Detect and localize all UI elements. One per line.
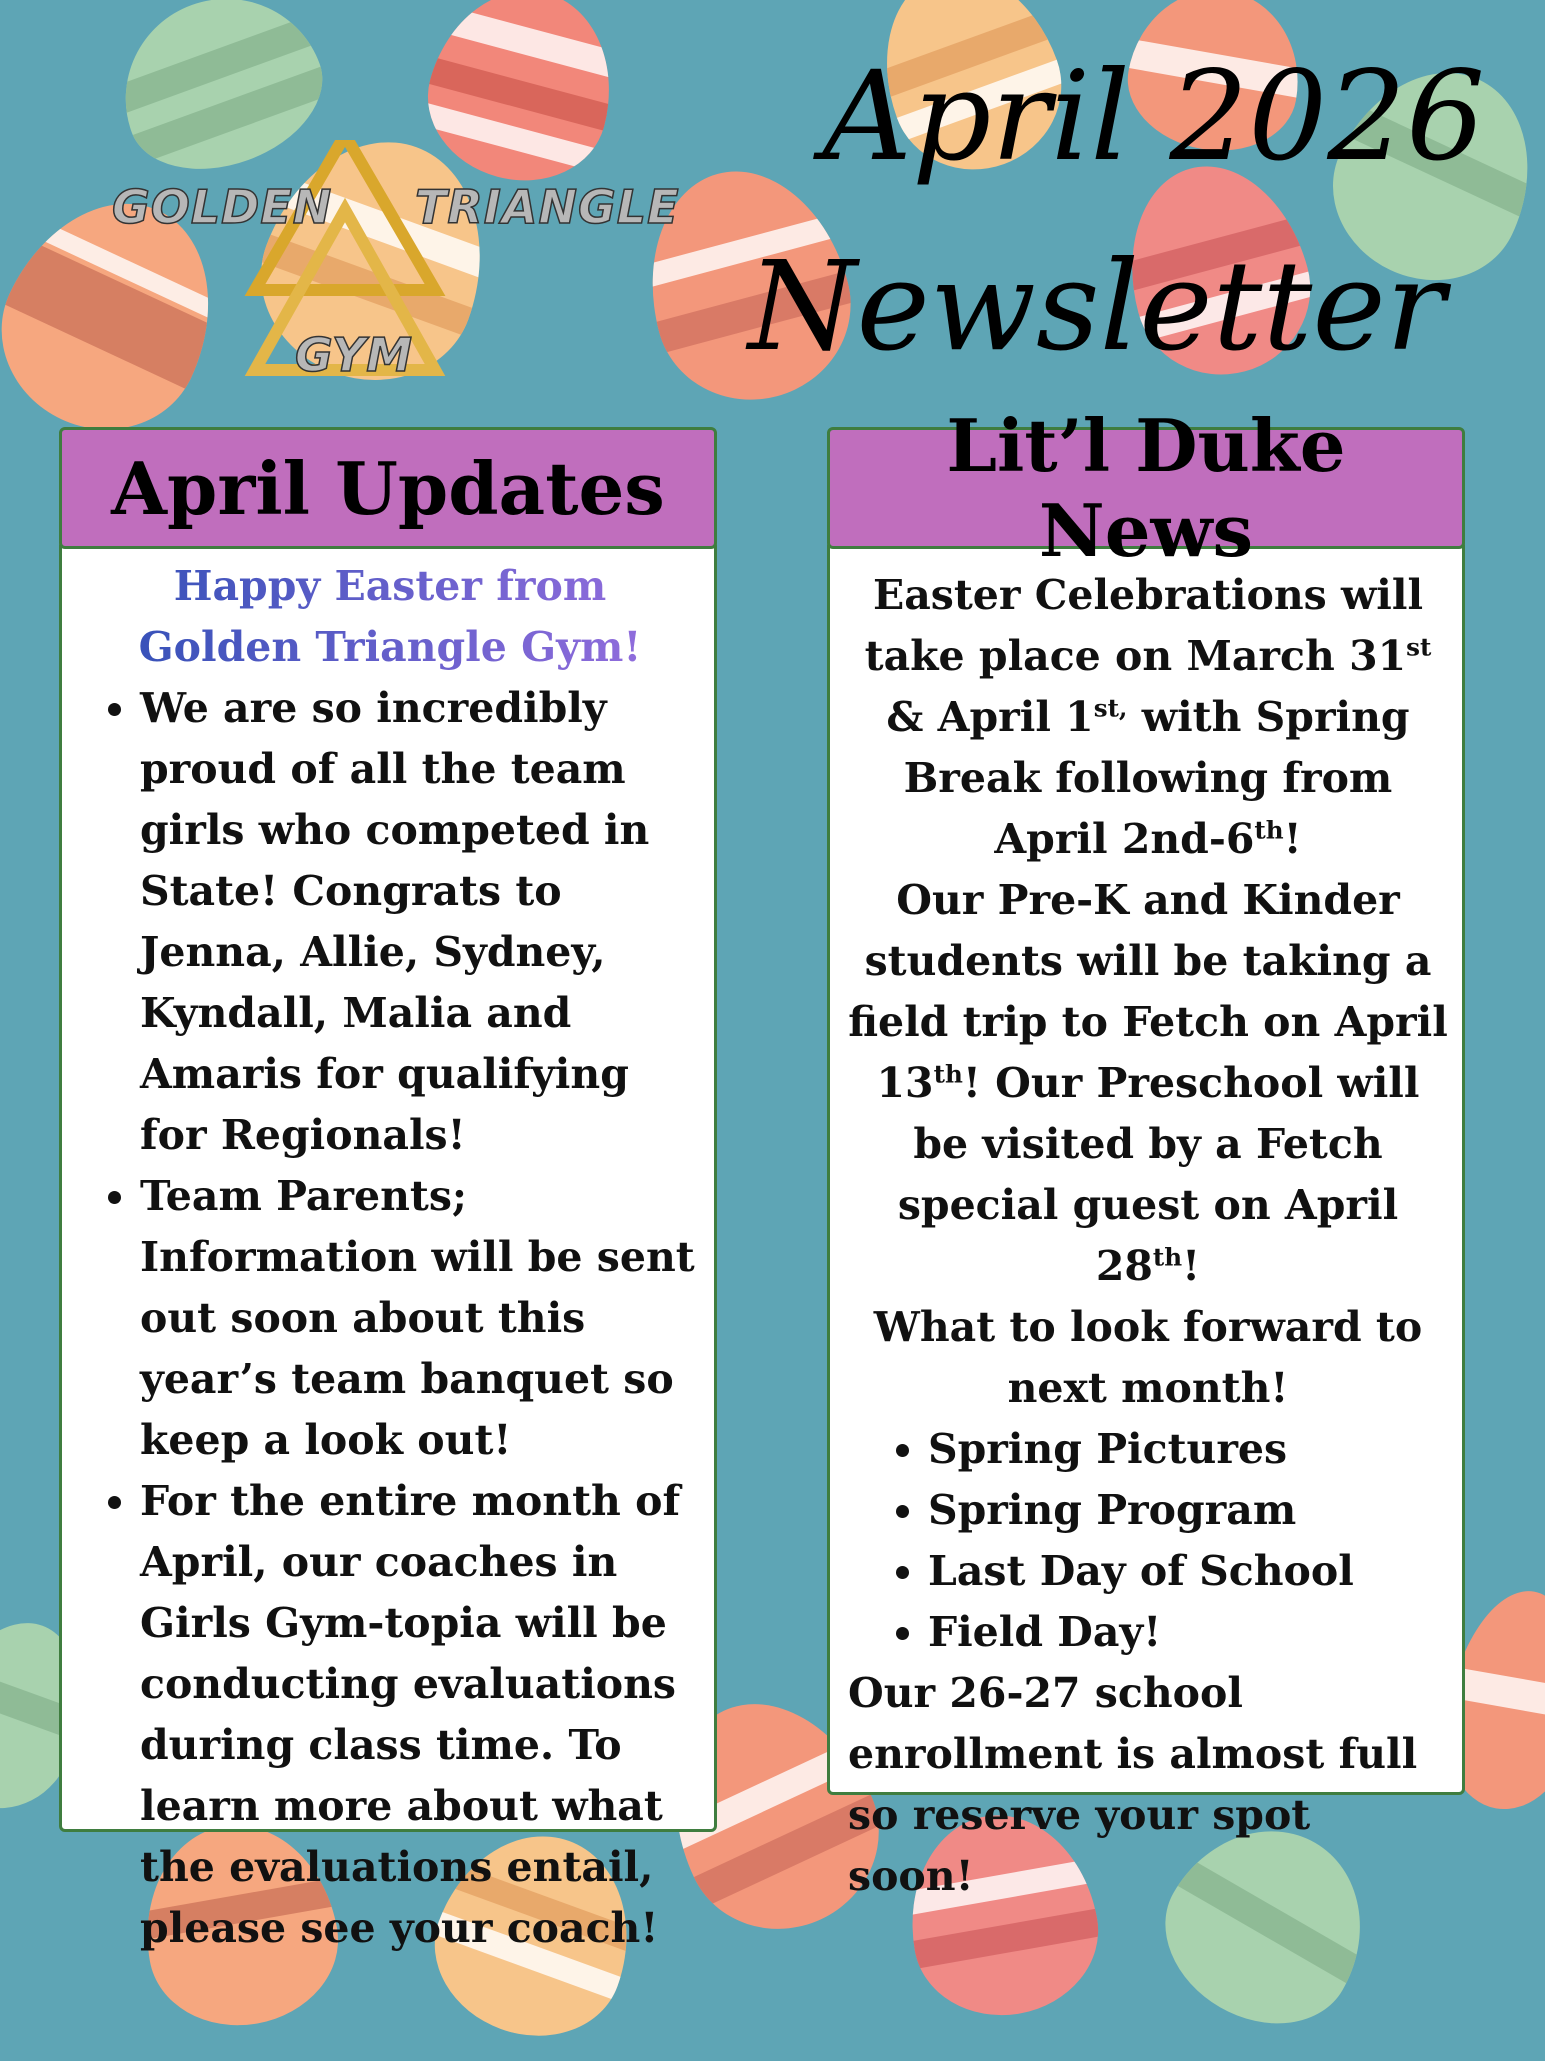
litl-duke-news-header bbox=[827, 403, 1465, 573]
field-trip-paragraph: Our Pre-K and Kinder students will be taking a field trip to Fetch on April 13th! Our Preschool will be visited by a Fetch special guest on April 28th! bbox=[848, 876, 1448, 1290]
list-item: • Spring Pictures bbox=[928, 1419, 1448, 1480]
logo-word-golden: GOLDEN bbox=[112, 180, 333, 234]
newsletter-title-line2: Newsletter bbox=[747, 235, 1445, 379]
logo-word-triangle: TRIANGLE bbox=[415, 180, 680, 234]
list-item: • For the entire month of April, our coaches in Girls Gym-topia will be conducting evaluations during class time. To learn more about what the evaluations entail, please see your coach! bbox=[140, 1471, 700, 1959]
greeting-text: Happy Easter from Golden Triangle Gym! bbox=[80, 556, 700, 678]
april-updates-title: April Updates bbox=[111, 445, 665, 531]
list-item: • Last Day of School bbox=[928, 1541, 1448, 1602]
easter-celebration-paragraph: Easter Celebrations will take place on March 31st & April $1^{st,}$ with Spring Break following from April 2nd-6th! bbox=[864, 571, 1432, 863]
logo-word-gym: GYM bbox=[295, 328, 413, 382]
newsletter-title-line1: April 2026 bbox=[822, 45, 1485, 189]
updates-list bbox=[80, 678, 700, 1959]
next-month-heading: What to look forward to next month! bbox=[873, 1303, 1423, 1412]
litl-duke-news-body bbox=[848, 565, 1448, 1907]
golden-triangle-gym-logo bbox=[100, 140, 680, 400]
list-item: • Spring Program bbox=[928, 1480, 1448, 1541]
next-month-list bbox=[848, 1419, 1448, 1663]
april-updates-header bbox=[59, 427, 717, 549]
april-updates-body bbox=[80, 556, 700, 1959]
list-item: • Field Day! bbox=[928, 1602, 1448, 1663]
litl-duke-news-title: Lit’l Duke News bbox=[946, 403, 1346, 573]
list-item: • We are so incredibly proud of all the team girls who competed in State! Congrats to Jenna, Allie, Sydney, Kyndall, Malia and Amaris for qualifying for Regionals! bbox=[140, 678, 700, 1166]
enrollment-paragraph: Our 26-27 school enrollment is almost full so reserve your spot soon! bbox=[848, 1669, 1418, 1900]
list-item: • Team Parents; Information will be sent out soon about this year’s team banquet so keep a look out! bbox=[140, 1166, 700, 1471]
